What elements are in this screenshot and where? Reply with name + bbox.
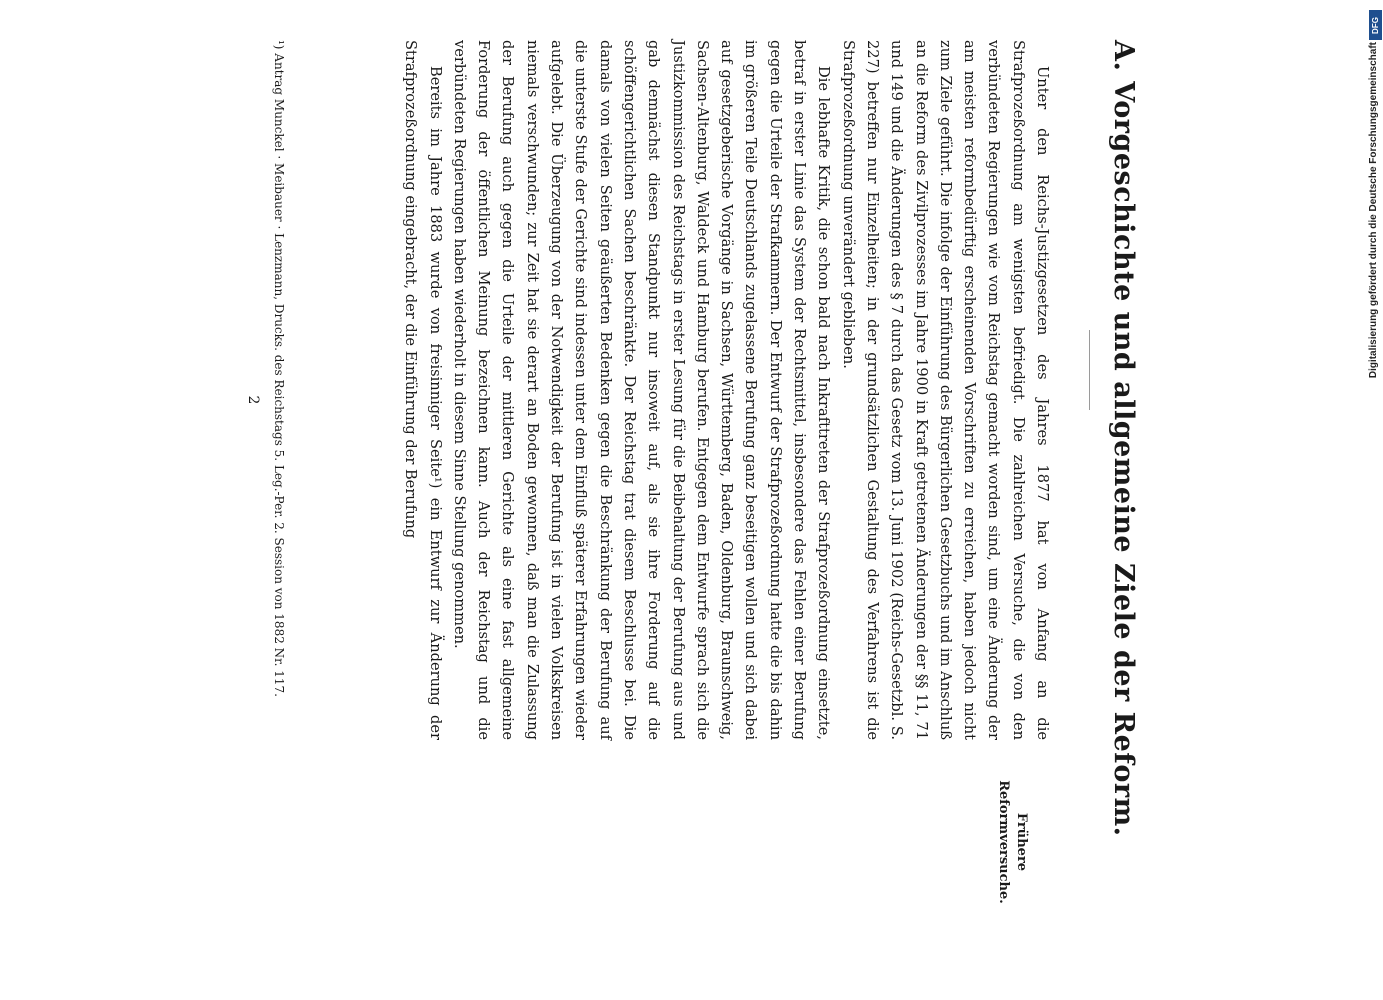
heading-divider [1089,330,1090,410]
dfg-logo [1369,10,1382,40]
page-number: 2 [245,395,261,405]
section-heading: A. Vorgeschichte und allgemeine Ziele der Reform. [1108,40,1139,837]
paragraph-2: Die lebhafte Kritik, die schon bald nach Inkrafttreten der Strafprozeßordnung einsetzte, betraf in erster Linie das System der Rechtsmittel, insbesondere das Fehlen einer Berufung gegen die Urteile der Strafkammern. Der Entwurf der Strafprozeßordnung hatte die bis dahin im größeren Teile Deutschlands zugelassene Berufung ganz beseitigen wollen und sich dabei auf gesetzgeberische Vorgänge in Sachsen, Württemberg, Baden, Oldenburg, Braunschweig, Sachsen-Altenburg, Waldeck und Hamburg berufen. Entgegen dem Entwurfe sprach sich die Justizkommission des Reichstags in erster Lesung für die Beibehaltung der Berufung aus und gab demnächst diesen Standpunkt nur insoweit auf, als sie ihre Forderung auf die schöffengerichtlichen Sachen beschränkte. Der Reichstag trat diesem Beschlusse bei. Die damals von vielen Seiten geäußerten Bedenken gegen die Beschränkung der Berufung auf die unterste Stufe der Gerichte sind indessen unter dem Einfluß späterer Erfahrungen wieder aufgelebt. Die Überzeugung von der Notwendigkeit der Berufung ist in vielen Volkskreisen niemals verschwunden; zur Zeit hat sie derart an Boden gewonnen, daß man die Zulassung der Berufung auch gegen die Urteile der mittleren Gerichte als eine fast allgemeine Forderung der öffentlichen Meinung bezeichnen kann. Auch der Reichstag und die verbündeten Regierungen haben wiederholt in diesem Sinne Stellung genommen. [450,40,833,740]
digitization-credit [1340,0,1380,1000]
credit-text: Digitalisierung gefördert durch die Deutsche Forschungsgemeinschaft [1368,42,1379,379]
rotated-page-content [240,40,1140,904]
paragraph-3: Bereits im Jahre 1883 wurde von freisinniger Seite¹) ein Entwurf zur Änderung der Strafprozeßordnung eingebracht, der die Einführung der Berufung [402,40,444,740]
margin-note: Frühere Reformversuche. [996,780,1029,904]
footnote-text: ¹) Antrag Munckel · Meibauer · Lenzmann, Drucks. des Reichstags 5. Leg.-Per. 2. Session von 1882 Nr. 117. [272,40,286,697]
paragraph-1: Unter den Reichs-Justizgesetzen des Jahres 1877 hat von Anfang an die Strafprozeßordnung am wenigsten befriedigt. Die zahlreichen Versuche, die von den verbündeten Regierungen wie vom Reichstag gemacht worden sind, um eine Änderung der am meisten reformbedürftig erscheinenden Vorschriften zu erreichen, haben jedoch nicht zum Ziele geführt. Die infolge der Einführung des Bürgerlichen Gesetzbuchs und im Anschluß an die Reform des Zivilprozesses im Jahre 1900 in Kraft getretenen Änderungen der §§ 11, 71 und 149 und die Änderungen des § 7 durch das Gesetz vom 13. Juni 1902 (Reichs-Gesetzbl. S. 227) betreffen nur Einzelheiten; in der grundsätzlichen Gestaltung des Verfahrens ist die Strafprozeßordnung unverändert geblieben. [839,40,1051,740]
body-text [398,40,1054,740]
footnote [270,40,288,740]
dfg-logo-text: DFG [1371,16,1381,34]
